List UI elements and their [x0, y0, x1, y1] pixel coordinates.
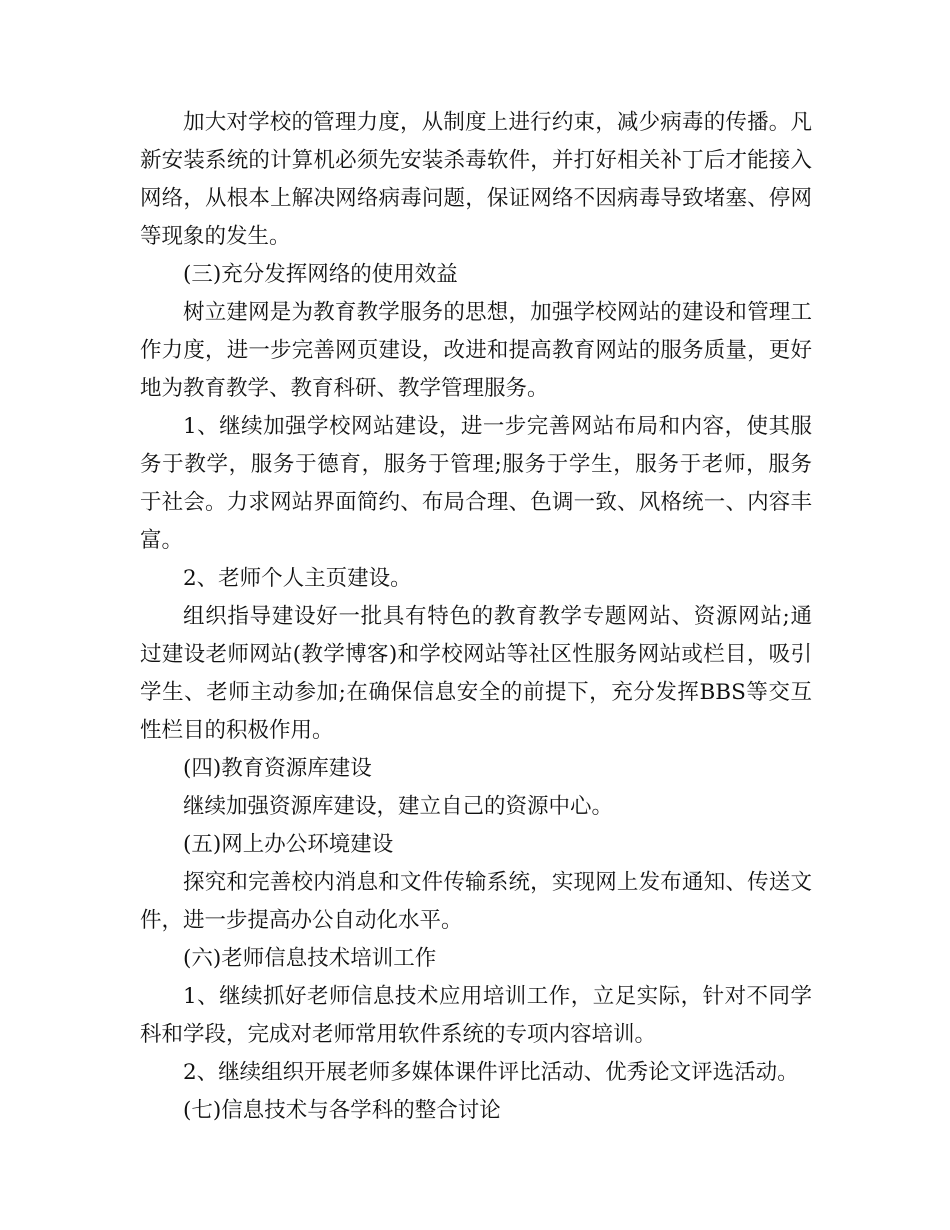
paragraph: 组织指导建设好一批具有特色的教育教学专题网站、资源网站;通过建设老师网站(教学博客)和学校网站等社区性服务网站或栏目，吸引学生、老师主动参加;在确保信息安全的前提下，充分发挥BBS等交互性栏目的积极作用。 [140, 604, 812, 743]
paragraph: 探究和完善校内消息和文件传输系统，实现网上发布通知、传送文件，进一步提高办公自动化水平。 [140, 870, 812, 933]
paragraph: 1、继续抓好老师信息技术应用培训工作，立足实际，针对不同学科和学段，完成对老师常用软件系统的专项内容培训。 [140, 984, 812, 1047]
section-heading: (七)信息技术与各学科的整合讨论 [183, 1098, 501, 1123]
document-page [140, 104, 812, 1130]
section-heading: 2、老师个人主页建设。 [183, 566, 412, 591]
paragraph: 树立建网是为教育教学服务的思想，加强学校网站的建设和管理工作力度，进一步完善网页建设，改进和提高教育网站的服务质量，更好地为教育教学、教育科研、教学管理服务。 [140, 300, 812, 401]
paragraph: 加大对学校的管理力度，从制度上进行约束，减少病毒的传播。凡新安装系统的计算机必须先安装杀毒软件，并打好相关补丁后才能接入网络，从根本上解决网络病毒问题，保证网络不因病毒导致堵塞、停网等现象的发生。 [140, 110, 812, 249]
section-heading: (六)老师信息技术培训工作 [183, 946, 437, 971]
section-heading: (三)充分发挥网络的使用效益 [183, 262, 458, 287]
paragraph: 1、继续加强学校网站建设，进一步完善网站布局和内容，使其服务于教学，服务于德育，服务于管理;服务于学生，服务于老师，服务于社会。力求网站界面简约、布局合理、色调一致、风格统一、内容丰富。 [140, 414, 812, 553]
paragraph: 继续加强资源库建设，建立自己的资源中心。 [183, 794, 614, 819]
section-heading: (五)网上办公环境建设 [183, 832, 394, 857]
section-heading: (四)教育资源库建设 [183, 756, 372, 781]
paragraph: 2、继续组织开展老师多媒体课件评比活动、优秀论文评选活动。 [183, 1060, 799, 1085]
